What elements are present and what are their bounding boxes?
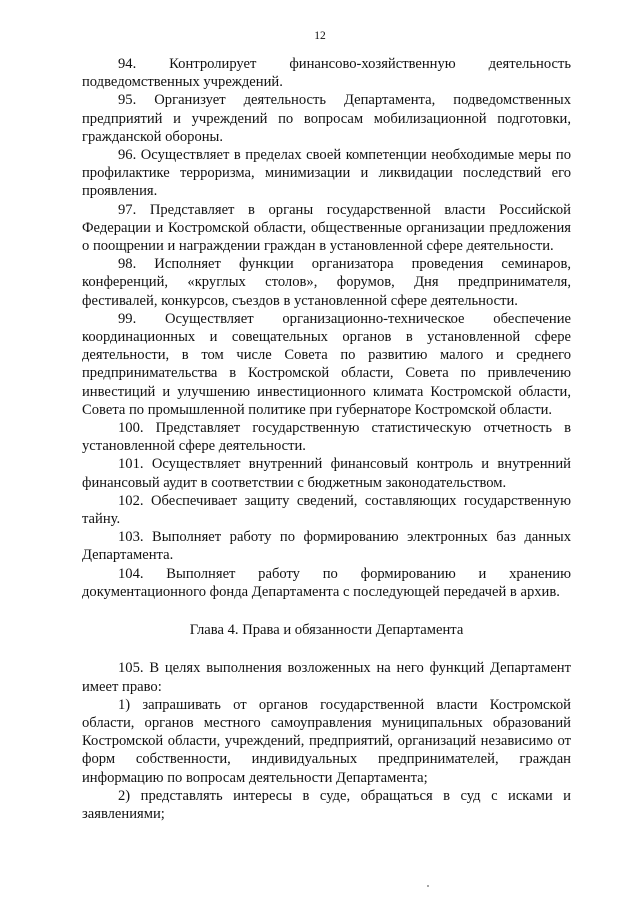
paragraph-105: 105. В целях выполнения возложенных на него функций Департамент имеет право: [82, 660, 571, 695]
paragraph-96: 96. Осуществляет в пределах своей компетенции необходимые меры по профилактике терроризма, минимизации и ликвидации последствий его проявления. [82, 147, 571, 200]
paragraph-100: 100. Представляет государственную статистическую отчетность в установленной сфере деятельности. [82, 420, 571, 455]
paragraph-94: 94. Контролирует финансово-хозяйственную деятельность подведомственных учреждений. [82, 56, 571, 91]
paragraph-104: 104. Выполняет работу по формированию и хранению документационного фонда Департамента с последующей передачей в архив. [82, 565, 571, 600]
chapter-heading: Глава 4. Права и обязанности Департамента [189, 622, 464, 639]
paragraph-97: 97. Представляет в органы государственной власти Российской Федерации и Костромской области, общественные организации предложения о поощрении и награждении граждан в установленной сфере деятельности. [82, 201, 571, 255]
paragraph-95: 95. Организует деятельность Департамента, подведомственных предприятий и учреждений по вопросам мобилизационной подготовки, гражданской обороны. [82, 92, 571, 145]
paragraph-103: 103. Выполняет работу по формированию электронных баз данных Департамента. [82, 529, 571, 564]
paragraph-101: 101. Осуществляет внутренний финансовый контроль и внутренний финансовый аудит в соответствии с бюджетным законодательством. [82, 456, 571, 491]
paragraph-105-item-1: 1) запрашивать от органов государственной власти Костромской области, органов местного самоуправления муниципальных образований Костромской области, учреждений, предприятий, организаций независимо от форм собственности, индивидуальных предпринимателей, граждан информацию по вопросам деятельности Департамента; [82, 696, 571, 786]
paragraph-105-item-2: 2) представлять интересы в суде, обращаться в суд с исками и заявлениями; [82, 787, 571, 822]
paragraph-99: 99. Осуществляет организационно-техническое обеспечение координационных и совещательных органов в установленной сфере деятельности, в том числе Совета по развитию малого и среднего предпринимательства в Костромской области, Совета по привлечению инвестиций и улучшению инвестиционного климата Костромской области, Совета по промышленной политике при губернаторе Костромской области. [82, 310, 571, 418]
paragraph-102: 102. Обеспечивает защиту сведений, составляющих государственную тайну. [82, 492, 571, 528]
scan-speck [427, 885, 429, 887]
page-number: 12 [314, 30, 326, 42]
document-body [82, 55, 571, 823]
paragraph-98: 98. Исполняет функции организатора проведения семинаров, конференций, «круглых столов», форумов, Дня предпринимателя, фестивалей, конкурсов, съездов в установленной сфере деятельности. [82, 256, 571, 309]
